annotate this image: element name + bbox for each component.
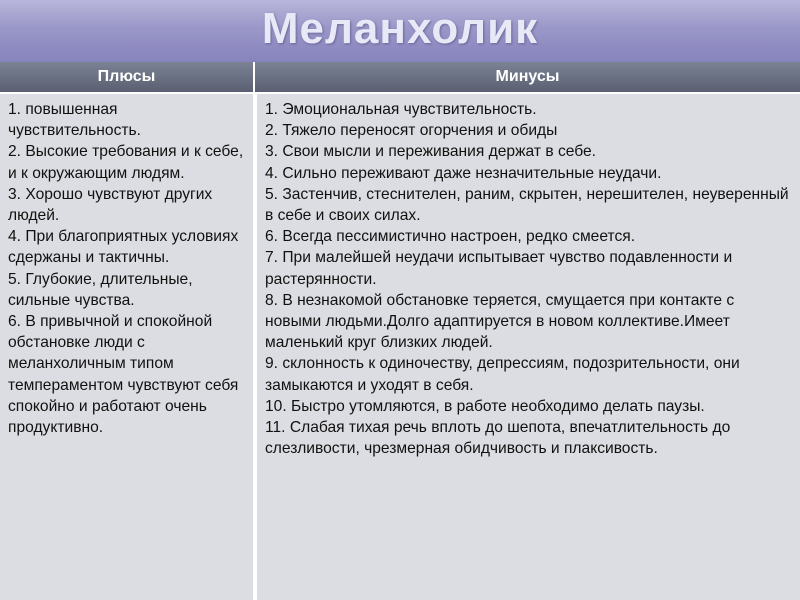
pros-item: 4. При благоприятных условиях сдержаны и тактичны. [8,228,239,267]
pros-item: 6. В привычной и спокойной обстановке люди с меланхоличным типом темпераментом чувствуют себя спокойно и работают очень продуктивно. [8,313,239,437]
pros-item: 2. Высокие требования и к себе, и к окружающим людям. [8,143,244,182]
cons-item: 8. В незнакомой обстановке теряется, смущается при контакте с новыми людьми.Долго адаптируется в новом коллективе.Имеет маленький круг близких людей. [265,291,735,352]
pros-item: 5. Глубокие, длительные, сильные чувства. [8,270,193,309]
cons-item: 7. При малейшей неудачи испытывает чувство подавленности и растерянности. [265,249,733,288]
cons-item: 1. Эмоциональная чувствительность. [265,101,537,118]
cons-cell [257,92,800,600]
cons-item: 9. склонность к одиночеству, депрессиям, подозрительности, они замыкаются и уходят в себя. [265,355,740,394]
pros-item: 3. Хорошо чувствуют других людей. [8,185,213,225]
title-bar [0,0,800,62]
pros-item: 1. повышенная чувствительность. [8,101,141,140]
page-title: Меланхолик [261,4,539,53]
header-cons: Минусы [255,62,800,92]
cons-item: 10. Быстро утомляются, в работе необходимо делать паузы. [265,397,705,415]
pros-cons-table [0,62,800,600]
cons-item: 6. Всегда пессимистично настроен, редко смеется. [265,228,636,246]
cons-item: 2. Тяжело переносят огорчения и обиды [265,122,558,140]
cons-item: 3. Свои мысли и переживания держат в себе. [265,143,596,161]
cons-item: 4. Сильно переживают даже незначительные неудачи. [265,164,662,182]
cons-item: 11. Слабая тихая речь вплоть до шепота, впечатлительность до слезливости, чрезмерная обидчивость и плаксивость. [265,419,731,458]
pros-cell [0,92,253,600]
cons-item: 5. Застенчив, стеснителен, раним, скрытен, нерешителен, неуверенный в себе и своих силах. [265,185,789,225]
header-pros: Плюсы [0,62,255,92]
